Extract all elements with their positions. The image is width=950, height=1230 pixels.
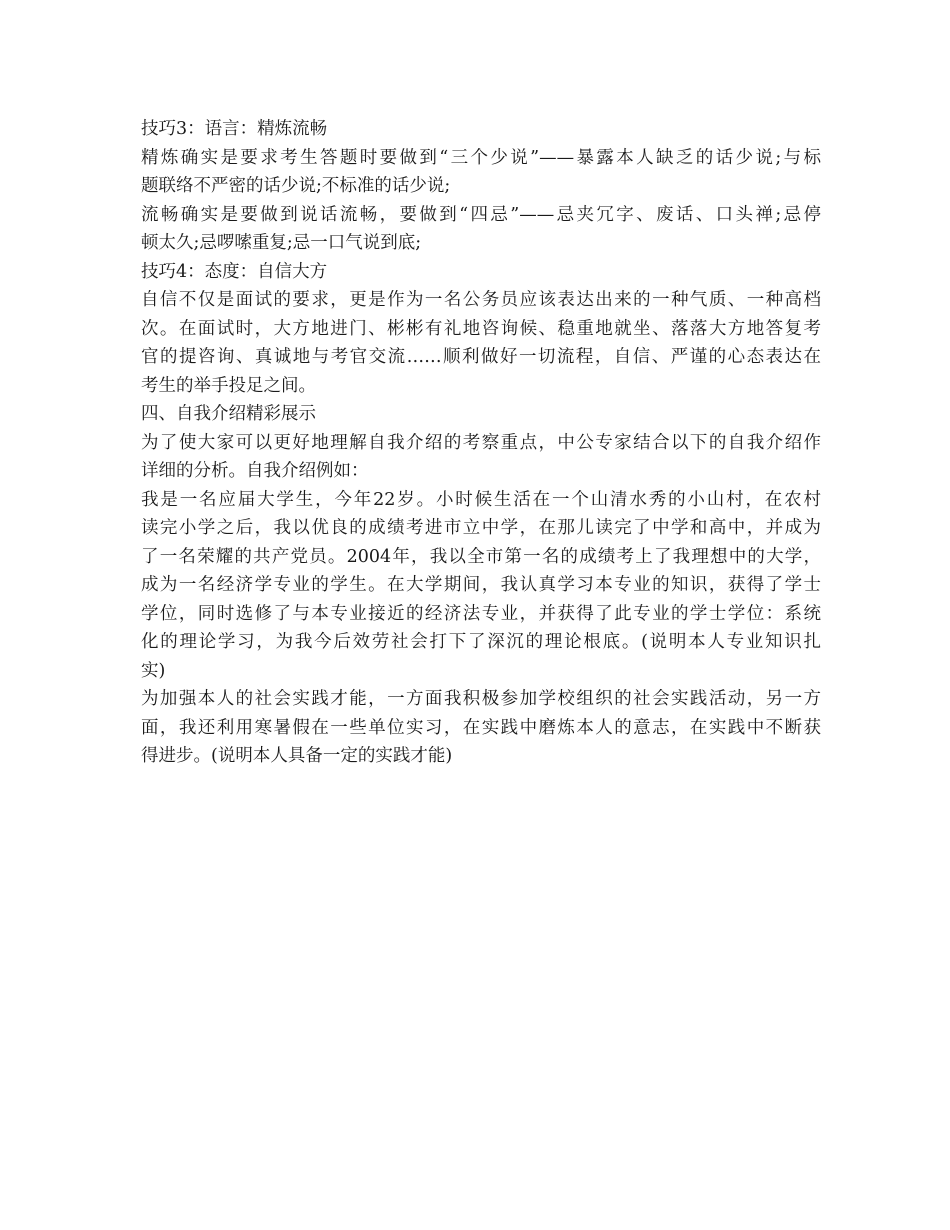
text-line: 自信不仅是面试的要求，更是作为一名公务员应该表达出来的一种气质、一种高档 — [141, 290, 821, 310]
text-line: 面，我还利用寒暑假在一些单位实习，在实践中磨炼本人的意志，在实践中不断获 — [141, 717, 821, 738]
text-line: 实) — [141, 660, 166, 681]
text-line: 技巧3：语言：精炼流畅 — [141, 119, 328, 139]
text-line: 为加强本人的社会实践才能，一方面我积极参加学校组织的社会实践活动，另一方 — [141, 689, 821, 709]
paragraph — [141, 429, 821, 486]
paragraph — [141, 685, 821, 771]
text-line: 精炼确实是要求考生答题时要做到“三个少说”——暴露本人缺乏的话少说;与标 — [141, 147, 821, 168]
text-line: 题联络不严密的话少说;不标准的话少说; — [141, 176, 451, 196]
paragraph — [141, 286, 821, 400]
text-line: 我是一名应届大学生，今年22岁。小时候生活在一个山清水秀的小山村，在农村 — [141, 489, 821, 510]
text-line: 流畅确实是要做到说话流畅，要做到“四忌”——忌夹冗字、废话、口头禅;忌停 — [141, 204, 821, 225]
section-heading — [141, 258, 821, 287]
paragraph — [141, 144, 821, 201]
text-line: 技巧4：态度：自信大方 — [141, 261, 328, 282]
text-line: 为了使大家可以更好地理解自我介绍的考察重点，中公专家结合以下的自我介绍作 — [141, 432, 821, 453]
text-line: 成为一名经济学专业的学生。在大学期间，我认真学习本专业的知识，获得了学士 — [141, 575, 821, 595]
text-line: 详细的分析。自我介绍例如： — [141, 461, 369, 481]
text-line: 次。在面试时，大方地进门、彬彬有礼地咨询候、稳重地就坐、落落大方地答复考 — [141, 318, 821, 339]
text-line: 化的理论学习，为我今后效劳社会打下了深沉的理论根底。(说明本人专业知识扎 — [141, 632, 821, 652]
text-line: 考生的举手投足之间。 — [141, 375, 316, 396]
paragraph — [141, 201, 821, 258]
document-page — [141, 115, 821, 771]
text-line: 读完小学之后，我以优良的成绩考进市立中学，在那儿读完了中学和高中，并成为 — [141, 518, 821, 538]
text-line: 得进步。(说明本人具备一定的实践才能) — [141, 746, 453, 766]
text-line: 了一名荣耀的共产党员。2004年，我以全市第一名的成绩考上了我理想中的大学， — [141, 546, 821, 567]
text-line: 学位，同时选修了与本专业接近的经济法专业，并获得了此专业的学士学位：系统 — [141, 603, 821, 624]
document-body — [141, 115, 821, 771]
section-heading — [141, 400, 821, 429]
text-line: 顿太久;忌啰嗦重复;忌一口气说到底; — [141, 233, 422, 253]
section-heading — [141, 115, 821, 144]
text-line: 四、自我介绍精彩展示 — [141, 404, 316, 424]
paragraph — [141, 486, 821, 686]
text-line: 官的提咨询、真诚地与考官交流……顺利做好一切流程，自信、严谨的心态表达在 — [141, 347, 821, 367]
